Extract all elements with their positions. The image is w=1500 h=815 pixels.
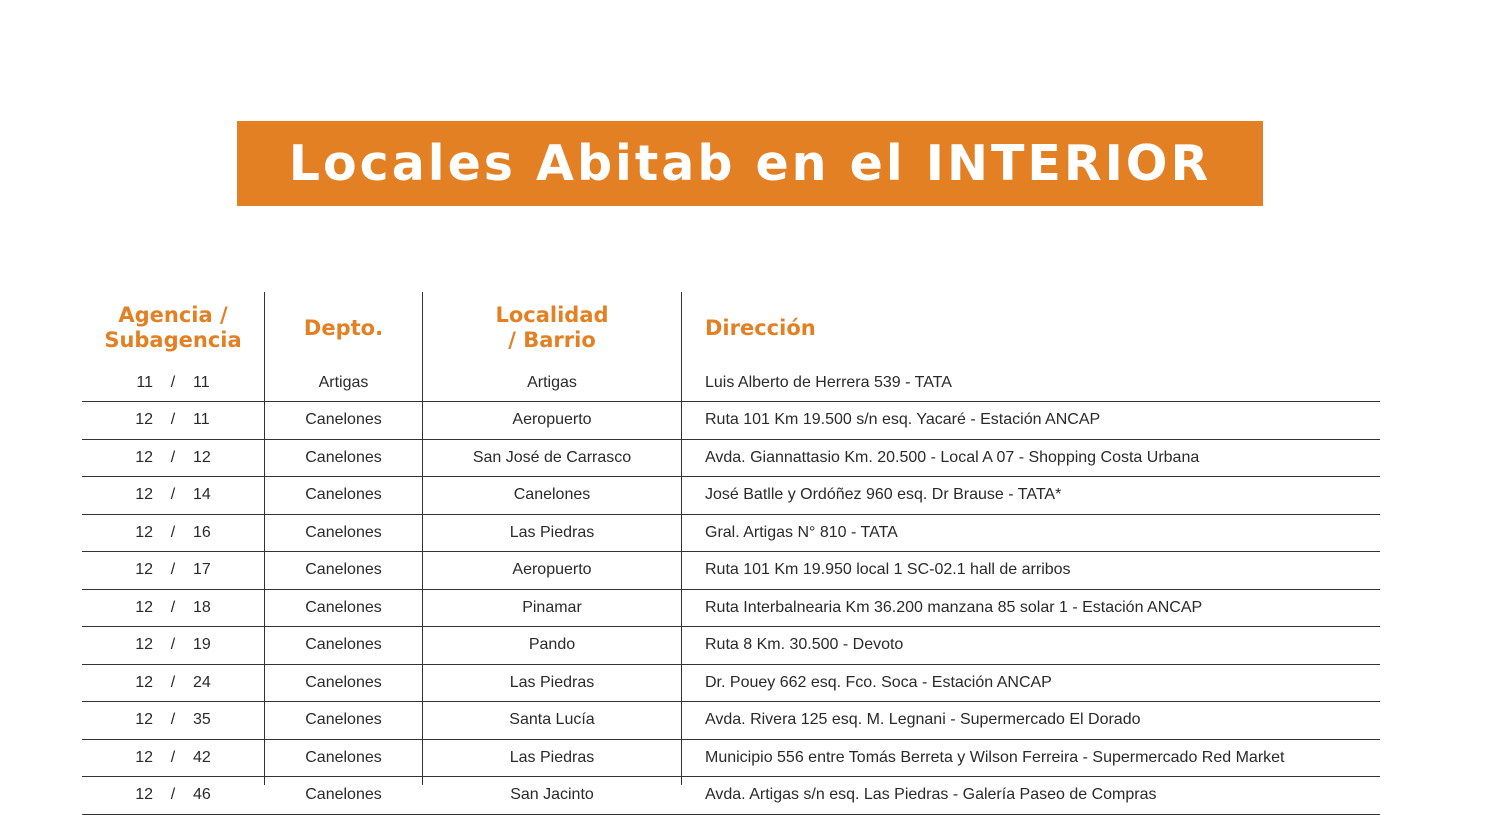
cell-agencia-subagencia xyxy=(82,590,264,627)
subagencia-number: 18 xyxy=(193,598,211,616)
cell-depto: Canelones xyxy=(305,486,382,504)
cell-depto: Canelones xyxy=(305,786,382,804)
separator-slash: / xyxy=(170,374,176,391)
agencia-number: 12 xyxy=(135,486,153,504)
cell-direccion: Avda. Rivera 125 esq. M. Legnani - Supermercado El Dorado xyxy=(705,711,1141,729)
cell-agencia-subagencia xyxy=(82,777,264,814)
cell-agencia-subagencia xyxy=(82,702,264,739)
page-title: Locales Abitab en el INTERIOR xyxy=(288,135,1212,192)
agencia-number: 12 xyxy=(135,523,153,541)
cell-depto: Canelones xyxy=(305,411,382,429)
separator-slash: / xyxy=(170,561,176,579)
table-row xyxy=(82,665,1380,703)
subagencia-number: 35 xyxy=(193,711,211,729)
table-row xyxy=(82,552,1380,590)
cell-localidad: Pinamar xyxy=(522,598,582,616)
cell-depto: Artigas xyxy=(318,374,369,391)
agencia-number: 12 xyxy=(135,786,153,804)
cell-direccion: Municipio 556 entre Tomás Berreta y Wilson Ferreira - Supermercado Red Market xyxy=(705,748,1285,766)
cell-agencia-subagencia xyxy=(82,515,264,552)
table-row xyxy=(82,477,1380,515)
cell-direccion: Avda. Artigas s/n esq. Las Piedras - Galería Paseo de Compras xyxy=(705,786,1157,804)
cell-depto: Canelones xyxy=(305,711,382,729)
agencia-number: 12 xyxy=(135,636,153,654)
cell-agencia-subagencia xyxy=(82,402,264,439)
cell-direccion: Avda. Giannattasio Km. 20.500 - Local A 07 - Shopping Costa Urbana xyxy=(705,448,1200,466)
cell-agencia-subagencia xyxy=(82,440,264,477)
table-row xyxy=(82,590,1380,628)
locations-table xyxy=(82,365,1380,815)
table-row xyxy=(82,702,1380,740)
header-localidad: Localidad / Barrio xyxy=(495,303,609,352)
subagencia-number: 24 xyxy=(193,673,211,691)
cell-direccion: Ruta 101 Km 19.950 local 1 SC-02.1 hall de arribos xyxy=(705,561,1071,579)
separator-slash: / xyxy=(170,786,176,804)
cell-direccion: José Batlle y Ordóñez 960 esq. Dr Brause - TATA* xyxy=(705,486,1062,504)
table-row xyxy=(82,740,1380,778)
table-row xyxy=(82,440,1380,478)
cell-direccion: Ruta 8 Km. 30.500 - Devoto xyxy=(705,636,904,654)
separator-slash: / xyxy=(170,748,176,766)
cell-direccion: Luis Alberto de Herrera 539 - TATA xyxy=(705,374,952,391)
agencia-number: 11 xyxy=(136,374,153,391)
title-banner xyxy=(237,121,1263,206)
cell-direccion: Ruta 101 Km 19.500 s/n esq. Yacaré - Estación ANCAP xyxy=(705,411,1101,429)
table-row xyxy=(82,365,1380,402)
cell-localidad: Pando xyxy=(528,636,576,654)
subagencia-number: 42 xyxy=(193,748,211,766)
table-row xyxy=(82,402,1380,440)
agencia-number: 12 xyxy=(135,748,153,766)
cell-depto: Canelones xyxy=(305,523,382,541)
cell-localidad: Artigas xyxy=(527,374,577,391)
cell-agencia-subagencia xyxy=(82,627,264,664)
cell-depto: Canelones xyxy=(305,748,382,766)
cell-depto: Canelones xyxy=(305,673,382,691)
subagencia-number: 11 xyxy=(193,374,210,391)
cell-localidad: Aeropuerto xyxy=(512,411,592,429)
subagencia-number: 46 xyxy=(193,786,211,804)
cell-depto: Canelones xyxy=(305,636,382,654)
separator-slash: / xyxy=(170,673,176,691)
cell-direccion: Ruta Interbalnearia Km 36.200 manzana 85 solar 1 - Estación ANCAP xyxy=(705,598,1203,616)
cell-localidad: San Jacinto xyxy=(510,786,594,804)
cell-agencia-subagencia xyxy=(82,665,264,702)
cell-localidad: Aeropuerto xyxy=(512,561,592,579)
separator-slash: / xyxy=(170,448,176,466)
subagencia-number: 16 xyxy=(193,523,211,541)
cell-direccion: Gral. Artigas N° 810 - TATA xyxy=(705,523,898,541)
cell-localidad: Las Piedras xyxy=(509,673,595,691)
cell-agencia-subagencia xyxy=(82,552,264,589)
agencia-number: 12 xyxy=(135,411,153,429)
agencia-number: 12 xyxy=(135,448,153,466)
table-row xyxy=(82,515,1380,553)
separator-slash: / xyxy=(170,711,176,729)
header-depto: Depto. xyxy=(303,315,384,340)
separator-slash: / xyxy=(170,486,176,504)
cell-agencia-subagencia xyxy=(82,365,264,401)
cell-depto: Canelones xyxy=(305,598,382,616)
cell-localidad: Canelones xyxy=(513,486,591,504)
separator-slash: / xyxy=(170,411,176,429)
cell-localidad: Las Piedras xyxy=(509,748,595,766)
subagencia-number: 17 xyxy=(193,561,211,579)
subagencia-number: 19 xyxy=(193,636,211,654)
table-row xyxy=(82,627,1380,665)
subagencia-number: 14 xyxy=(193,486,211,504)
header-agencia: Agencia / Subagencia xyxy=(104,303,242,352)
agencia-number: 12 xyxy=(135,561,153,579)
header-direccion: Dirección xyxy=(705,315,816,340)
subagencia-number: 11 xyxy=(193,411,210,429)
separator-slash: / xyxy=(170,598,176,616)
cell-localidad: Santa Lucía xyxy=(509,711,595,729)
cell-localidad: Las Piedras xyxy=(509,523,595,541)
separator-slash: / xyxy=(170,523,176,541)
agencia-number: 12 xyxy=(135,711,153,729)
cell-agencia-subagencia xyxy=(82,740,264,777)
cell-agencia-subagencia xyxy=(82,477,264,514)
agencia-number: 12 xyxy=(135,598,153,616)
cell-depto: Canelones xyxy=(305,561,382,579)
cell-depto: Canelones xyxy=(305,448,382,466)
subagencia-number: 12 xyxy=(193,448,211,466)
cell-localidad: San José de Carrasco xyxy=(472,448,632,466)
agencia-number: 12 xyxy=(135,673,153,691)
separator-slash: / xyxy=(170,636,176,654)
cell-direccion: Dr. Pouey 662 esq. Fco. Soca - Estación ANCAP xyxy=(705,673,1052,691)
table-row xyxy=(82,777,1380,815)
